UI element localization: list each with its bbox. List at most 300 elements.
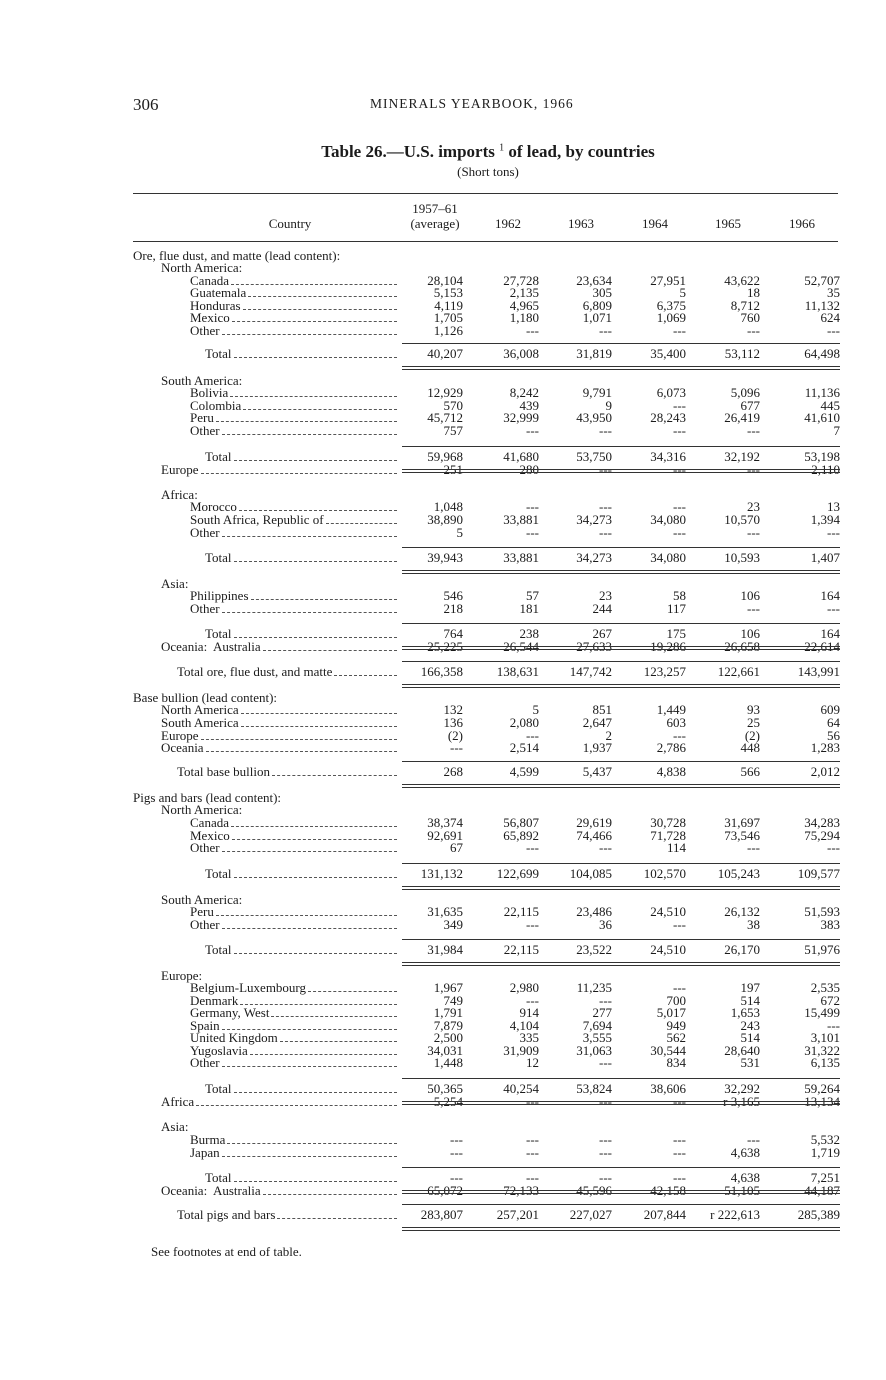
cell-value: 106 <box>740 626 760 641</box>
cell-value: 2,980 <box>509 980 539 995</box>
cell-value: 38,890 <box>427 512 463 527</box>
cell-value: 102,570 <box>643 866 686 881</box>
cell-value: 33,881 <box>503 550 539 565</box>
cell-value: 285,389 <box>797 1207 840 1222</box>
cell-value: --- <box>827 323 840 338</box>
cell-value: 25,225 <box>427 639 463 654</box>
cell-value: 207,844 <box>643 1207 686 1222</box>
cell-value: --- <box>450 1170 463 1185</box>
row-label: Bolivia <box>190 385 229 400</box>
cell-value: 609 <box>820 702 840 717</box>
cell-value: 45,712 <box>427 410 463 425</box>
cell-value: 26,132 <box>724 904 760 919</box>
cell-value: 52,707 <box>804 273 840 288</box>
cell-value: 5 <box>456 525 463 540</box>
row-label: Belgium-Luxembourg <box>190 980 307 995</box>
cell-value: 2,647 <box>582 715 612 730</box>
cell-value: 700 <box>666 993 686 1008</box>
cell-value: 4,104 <box>509 1018 539 1033</box>
cell-value: 44,187 <box>804 1183 840 1198</box>
cell-value: 257,201 <box>496 1207 539 1222</box>
row-leader <box>222 612 397 613</box>
column-header-country: Country <box>268 216 312 231</box>
cell-value: 59,968 <box>427 449 463 464</box>
row-label: Yugoslavia <box>190 1043 248 1058</box>
column-header-1965: 1965 <box>715 216 741 231</box>
cell-value: 114 <box>666 840 686 855</box>
row-label: Base bullion (lead content): <box>133 690 278 705</box>
cell-value: 2,080 <box>509 715 539 730</box>
grand-total-rule <box>402 661 840 662</box>
cell-value: 27,728 <box>503 273 539 288</box>
row-label: Other <box>190 323 220 338</box>
cell-value: 2,500 <box>433 1030 463 1045</box>
cell-value: 131,132 <box>420 866 463 881</box>
cell-value: 64,498 <box>804 346 840 361</box>
row-leader <box>216 915 397 916</box>
cell-value: 280 <box>519 462 539 477</box>
cell-value: (2) <box>744 728 760 743</box>
cell-value: 106 <box>740 588 760 603</box>
cell-value: --- <box>599 1055 612 1070</box>
row-label: Pigs and bars (lead content): <box>133 790 282 805</box>
subtotal-rule <box>402 547 840 548</box>
grand-total-double-rule <box>402 684 840 688</box>
row-leader <box>222 1066 397 1067</box>
cell-value: 5,017 <box>656 1005 686 1020</box>
row-label: Denmark <box>190 993 239 1008</box>
row-label: South America: <box>161 373 243 388</box>
cell-value: 32,192 <box>724 449 760 464</box>
cell-value: 4,965 <box>509 298 539 313</box>
cell-value: 136 <box>443 715 463 730</box>
cell-value: --- <box>526 525 539 540</box>
cell-value: --- <box>827 840 840 855</box>
cell-value: --- <box>450 1145 463 1160</box>
row-leader <box>222 434 397 435</box>
cell-value: 914 <box>519 1005 539 1020</box>
cell-value: 117 <box>666 601 686 616</box>
row-label: Total <box>205 1081 232 1096</box>
cell-value: 166,358 <box>420 664 463 679</box>
row-label: Africa <box>161 1094 195 1109</box>
cell-value: --- <box>747 840 760 855</box>
cell-value: --- <box>526 840 539 855</box>
cell-value: 624 <box>820 310 840 325</box>
cell-value: 514 <box>740 993 760 1008</box>
row-label: South America <box>161 715 239 730</box>
cell-value: 105,243 <box>717 866 760 881</box>
cell-value: --- <box>526 1145 539 1160</box>
cell-value: 38,606 <box>650 1081 686 1096</box>
cell-value: 34,283 <box>804 815 840 830</box>
cell-value: 677 <box>740 398 760 413</box>
row-label: Total <box>205 866 232 881</box>
cell-value: --- <box>599 423 612 438</box>
subtotal-rule <box>402 1078 840 1079</box>
row-label: Total pigs and bars <box>177 1207 276 1222</box>
cell-value: 8,242 <box>509 385 539 400</box>
row-label: Burma <box>190 1132 226 1147</box>
total-double-rule <box>402 886 840 890</box>
cell-value: --- <box>526 1094 539 1109</box>
cell-value: 27,633 <box>576 639 612 654</box>
cell-value: 2,110 <box>811 462 840 477</box>
cell-value: 122,661 <box>717 664 760 679</box>
cell-value: 2,535 <box>810 980 840 995</box>
cell-value: 31,909 <box>503 1043 539 1058</box>
cell-value: 34,273 <box>576 550 612 565</box>
cell-value: 22,115 <box>503 942 539 957</box>
cell-value: 50,365 <box>427 1081 463 1096</box>
row-label: Total base bullion <box>177 764 270 779</box>
cell-value: 243 <box>740 1018 760 1033</box>
cell-value: --- <box>673 398 686 413</box>
cell-value: 1,394 <box>810 512 840 527</box>
cell-value: 383 <box>820 917 840 932</box>
cell-value: 5,254 <box>433 1094 463 1109</box>
cell-value: 40,207 <box>427 346 463 361</box>
cell-value: --- <box>747 525 760 540</box>
cell-value: 27,951 <box>650 273 686 288</box>
cell-value: 93 <box>747 702 760 717</box>
row-label: Morocco <box>190 499 237 514</box>
cell-value: 562 <box>666 1030 686 1045</box>
row-label: Other <box>190 1055 220 1070</box>
cell-value: 757 <box>443 423 463 438</box>
cell-value: --- <box>599 1132 612 1147</box>
subtotal-rule <box>402 1167 840 1168</box>
cell-value: 13 <box>827 499 840 514</box>
cell-value: 1,069 <box>656 310 686 325</box>
grand-total-double-rule <box>402 784 840 788</box>
cell-value: 305 <box>592 285 612 300</box>
column-header-avg <box>395 201 475 231</box>
cell-value: 22,115 <box>503 904 539 919</box>
grand-total-rule <box>402 1204 840 1205</box>
cell-value: 57 <box>526 588 539 603</box>
row-label: North America: <box>161 802 243 817</box>
cell-value: 5,532 <box>810 1132 840 1147</box>
row-label: Europe <box>161 462 199 477</box>
cell-value: 749 <box>443 993 463 1008</box>
cell-value: 4,119 <box>434 298 463 313</box>
cell-value: 4,638 <box>730 1170 760 1185</box>
cell-value: 33,881 <box>503 512 539 527</box>
cell-value: 11,132 <box>804 298 840 313</box>
cell-value: 546 <box>443 588 463 603</box>
cell-value: 34,031 <box>427 1043 463 1058</box>
total-double-rule <box>402 646 840 650</box>
cell-value: 36,008 <box>503 346 539 361</box>
cell-value: 38 <box>747 917 760 932</box>
row-leader <box>230 396 397 397</box>
row-label: Canada <box>190 273 229 288</box>
cell-value: --- <box>599 462 612 477</box>
cell-value: 43,950 <box>576 410 612 425</box>
cell-value: 38,374 <box>427 815 463 830</box>
cell-value: 197 <box>740 980 760 995</box>
cell-value: --- <box>526 1170 539 1185</box>
row-leader <box>222 536 397 537</box>
row-label: Mexico <box>190 828 230 843</box>
total-double-rule <box>402 1101 840 1105</box>
row-label: Other <box>190 601 220 616</box>
cell-value: 29,619 <box>576 815 612 830</box>
cell-value: --- <box>673 1170 686 1185</box>
footnote: See footnotes at end of table. <box>151 1244 302 1259</box>
cell-value: --- <box>599 323 612 338</box>
cell-value: 218 <box>443 601 463 616</box>
row-label: Honduras <box>190 298 241 313</box>
row-label: Other <box>190 917 220 932</box>
row-label: Canada <box>190 815 229 830</box>
cell-value: 92,691 <box>427 828 463 843</box>
cell-value: 58 <box>673 588 686 603</box>
cell-value: 9,791 <box>582 385 612 400</box>
cell-value: 1,705 <box>433 310 463 325</box>
cell-value: 277 <box>592 1005 612 1020</box>
cell-value: 19,286 <box>650 639 686 654</box>
total-double-rule <box>402 570 840 574</box>
row-leader <box>201 473 397 474</box>
cell-value: 3,555 <box>582 1030 612 1045</box>
cell-value: --- <box>526 1132 539 1147</box>
cell-value: 12 <box>526 1055 539 1070</box>
row-label: Ore, flue dust, and matte (lead content): <box>133 248 341 263</box>
cell-value: 71,728 <box>650 828 686 843</box>
cell-value: 74,466 <box>576 828 612 843</box>
cell-value: 75,294 <box>804 828 840 843</box>
cell-value: 283,807 <box>420 1207 463 1222</box>
cell-value: 26,544 <box>503 639 539 654</box>
cell-value: 1,126 <box>433 323 463 338</box>
cell-value: 31,819 <box>576 346 612 361</box>
cell-value: 51,593 <box>804 904 840 919</box>
total-double-rule <box>402 962 840 966</box>
cell-value: 73,546 <box>724 828 760 843</box>
cell-value: 566 <box>740 764 760 779</box>
cell-value: 2 <box>605 728 612 743</box>
cell-value: 445 <box>820 398 840 413</box>
cell-value: 41,680 <box>503 449 539 464</box>
cell-value: 31,063 <box>576 1043 612 1058</box>
row-leader <box>222 334 397 335</box>
row-label: North America <box>161 702 239 717</box>
cell-value: --- <box>673 499 686 514</box>
row-label: Peru <box>190 904 214 919</box>
row-label: Oceania <box>161 740 204 755</box>
cell-value: --- <box>599 1145 612 1160</box>
row-label: Total <box>205 942 232 957</box>
row-label: Germany, West <box>190 1005 270 1020</box>
cell-value: 40,254 <box>503 1081 539 1096</box>
cell-value: --- <box>673 462 686 477</box>
row-label: Other <box>190 840 220 855</box>
cell-value: --- <box>747 323 760 338</box>
cell-value: 175 <box>666 626 686 641</box>
cell-value: 23 <box>747 499 760 514</box>
cell-value: 138,631 <box>496 664 539 679</box>
cell-value: 53,198 <box>804 449 840 464</box>
cell-value: --- <box>673 728 686 743</box>
cell-value: 59,264 <box>804 1081 840 1096</box>
cell-value: 32,999 <box>503 410 539 425</box>
cell-value: 1,967 <box>433 980 463 995</box>
cell-value: 7,879 <box>433 1018 463 1033</box>
cell-value: 51,105 <box>724 1183 760 1198</box>
cell-value: --- <box>673 917 686 932</box>
cell-value: 4,838 <box>656 764 686 779</box>
cell-value: 6,809 <box>582 298 612 313</box>
cell-value: 6,375 <box>656 298 686 313</box>
cell-value: 514 <box>740 1030 760 1045</box>
cell-value: 2,786 <box>656 740 686 755</box>
cell-value: 147,742 <box>569 664 612 679</box>
cell-value: 5,437 <box>582 764 612 779</box>
cell-value: 53,750 <box>576 449 612 464</box>
cell-value: --- <box>673 1132 686 1147</box>
cell-value: --- <box>526 323 539 338</box>
cell-value: --- <box>827 1018 840 1033</box>
column-header-1964: 1964 <box>642 216 668 231</box>
page-number: 306 <box>133 95 159 114</box>
cell-value: 531 <box>740 1055 760 1070</box>
cell-value: 5 <box>532 702 539 717</box>
row-label: Japan <box>190 1145 220 1160</box>
row-label: Total <box>205 550 232 565</box>
cell-value: --- <box>526 917 539 932</box>
row-label: Philippines <box>190 588 249 603</box>
row-label: Other <box>190 525 220 540</box>
row-leader <box>216 421 397 422</box>
cell-value: 11,136 <box>804 385 840 400</box>
cell-value: r 3,165 <box>723 1094 760 1109</box>
row-label: North America: <box>161 260 243 275</box>
title-footnote-ref: 1 <box>499 142 505 154</box>
total-double-rule <box>402 1190 840 1194</box>
cell-value: --- <box>673 323 686 338</box>
cell-value: 851 <box>592 702 612 717</box>
cell-value: 238 <box>519 626 539 641</box>
row-label: Guatemala <box>190 285 247 300</box>
cell-value: 28,640 <box>724 1043 760 1058</box>
cell-value: 12,929 <box>427 385 463 400</box>
row-label: South Africa, Republic of <box>190 512 324 527</box>
cell-value: 2,012 <box>810 764 840 779</box>
cell-value: 603 <box>666 715 686 730</box>
row-label: United Kingdom <box>190 1030 278 1045</box>
cell-value: --- <box>599 499 612 514</box>
cell-value: 34,080 <box>650 550 686 565</box>
cell-value: --- <box>450 740 463 755</box>
cell-value: --- <box>673 423 686 438</box>
cell-value: 5,153 <box>433 285 463 300</box>
grand-total-double-rule <box>402 1227 840 1231</box>
cell-value: 31,635 <box>427 904 463 919</box>
total-double-rule <box>402 469 840 473</box>
cell-value: 22,614 <box>804 639 840 654</box>
cell-value: (2) <box>447 728 463 743</box>
cell-value: 26,419 <box>724 410 760 425</box>
cell-value: 227,027 <box>569 1207 612 1222</box>
row-leader <box>196 1105 397 1106</box>
cell-value: 5,096 <box>730 385 760 400</box>
cell-value: --- <box>450 1132 463 1147</box>
cell-value: --- <box>526 993 539 1008</box>
row-label: Mexico <box>190 310 230 325</box>
row-label: Spain <box>190 1018 220 1033</box>
cell-value: 1,448 <box>433 1055 463 1070</box>
cell-value: 6,073 <box>656 385 686 400</box>
grand-total-rule <box>402 761 840 762</box>
cell-value: 244 <box>592 601 612 616</box>
row-label: Colombia <box>190 398 242 413</box>
cell-value: 28,243 <box>650 410 686 425</box>
cell-value: 760 <box>740 310 760 325</box>
cell-value: 335 <box>519 1030 539 1045</box>
cell-value: 10,570 <box>724 512 760 527</box>
row-label: Asia: <box>161 1119 189 1134</box>
column-header-avg-years: 1957–61 <box>412 201 458 216</box>
column-header-1966: 1966 <box>789 216 815 231</box>
row-label: Total <box>205 346 232 361</box>
cell-value: 570 <box>443 398 463 413</box>
cell-value: 64 <box>827 715 840 730</box>
cell-value: 251 <box>443 462 463 477</box>
cell-value: 122,699 <box>496 866 539 881</box>
row-label: Total ore, flue dust, and matte <box>177 664 333 679</box>
cell-value: 31,984 <box>427 942 463 957</box>
cell-value: 65,072 <box>427 1183 463 1198</box>
cell-value: 1,719 <box>810 1145 840 1160</box>
cell-value: 448 <box>740 740 760 755</box>
cell-value: 23,486 <box>576 904 612 919</box>
cell-value: 32,292 <box>724 1081 760 1096</box>
row-label: Total <box>205 626 232 641</box>
cell-value: 6,135 <box>810 1055 840 1070</box>
table-subtitle: (Short tons) <box>457 164 519 179</box>
row-leader <box>206 751 397 752</box>
row-label: South America: <box>161 892 243 907</box>
cell-value: 24,510 <box>650 942 686 957</box>
cell-value: 267 <box>592 626 612 641</box>
cell-value: 67 <box>450 840 463 855</box>
cell-value: 34,316 <box>650 449 686 464</box>
cell-value: --- <box>747 601 760 616</box>
cell-value: --- <box>599 1094 612 1109</box>
cell-value: 672 <box>820 993 840 1008</box>
cell-value: --- <box>599 840 612 855</box>
cell-value: --- <box>747 462 760 477</box>
cell-value: 72,133 <box>503 1183 539 1198</box>
cell-value: 4,599 <box>509 764 539 779</box>
cell-value: 26,658 <box>724 639 760 654</box>
cell-value: 1,048 <box>433 499 463 514</box>
cell-value: 109,577 <box>797 866 840 881</box>
row-label: Oceania: Australia <box>161 1183 261 1198</box>
row-label: Europe: <box>161 968 203 983</box>
cell-value: 10,593 <box>724 550 760 565</box>
subtotal-rule <box>402 343 840 344</box>
cell-value: 42,158 <box>650 1183 686 1198</box>
cell-value: 1,180 <box>509 310 539 325</box>
cell-value: 1,937 <box>582 740 612 755</box>
cell-value: 30,544 <box>650 1043 686 1058</box>
cell-value: 764 <box>443 626 463 641</box>
cell-value: 34,273 <box>576 512 612 527</box>
cell-value: 45,596 <box>576 1183 612 1198</box>
